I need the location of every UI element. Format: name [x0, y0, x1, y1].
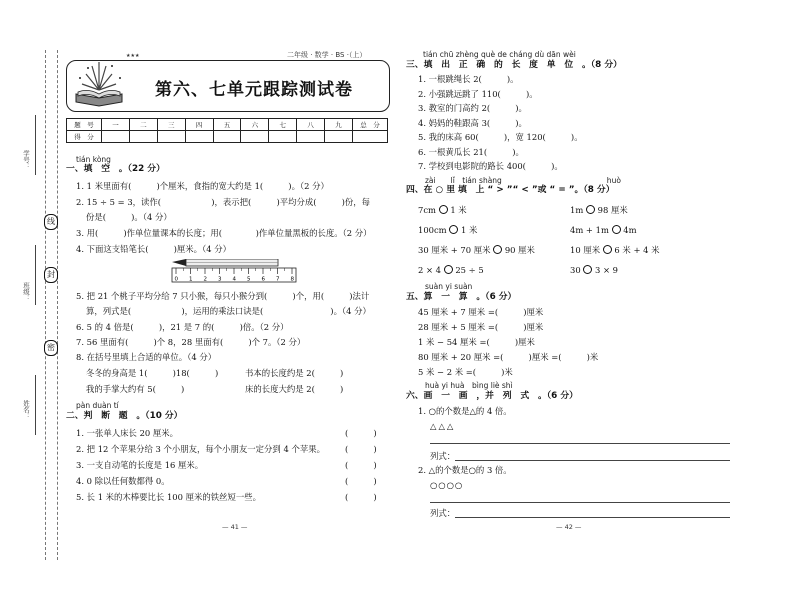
- score-input[interactable]: [325, 131, 353, 143]
- s5-item: 45 厘米 + 7 厘米 =( )厘米: [418, 307, 544, 317]
- page-number-left: — 41 —: [222, 523, 248, 531]
- compare-item: 2 × 4 25 ÷ 5: [418, 265, 484, 275]
- score-row-label: 得 分: [67, 131, 102, 143]
- score-cell: 一: [102, 119, 130, 131]
- score-cell: 二: [129, 119, 157, 131]
- s1-q2a: 2. 15 ÷ 5 = 3，读作( )，表示把( )平均分成( )份，每: [76, 197, 371, 207]
- s3-item: 4. 妈妈的鞋跟高 3( )。: [418, 118, 527, 128]
- seal-feng: 封: [44, 267, 58, 283]
- compare-circle[interactable]: [603, 245, 612, 254]
- score-cell: 五: [213, 119, 241, 131]
- name-line: [35, 375, 36, 435]
- score-table: [66, 118, 388, 143]
- grade-tag: 二年级 · 数学 · BS ·（上）: [287, 51, 367, 59]
- s5-item: 80 厘米 + 20 厘米 =( )厘米 =( )米: [418, 352, 599, 362]
- s1-q4: 4. 下面这支铅笔长( )厘米。（4 分）: [76, 244, 231, 254]
- pencil-ruler-figure: [170, 259, 300, 285]
- score-input[interactable]: [353, 131, 388, 143]
- s6-q1: 1. ○的个数是△的 4 倍。: [418, 406, 512, 416]
- s6-pinyin: huà yi huà bìng liè shì: [425, 381, 513, 390]
- s3-item: 5. 我的床高 60( )，宽 120( )。: [418, 132, 583, 142]
- score-input[interactable]: [213, 131, 241, 143]
- s1-q8: 8. 在括号里填上合适的单位。（4 分）: [76, 352, 217, 362]
- formula-label: 列式：: [430, 508, 456, 518]
- s2-item: 2. 把 12 个苹果分给 3 个小朋友，每个小朋友一定分到 4 个苹果。: [76, 444, 325, 454]
- score-input[interactable]: [185, 131, 213, 143]
- s6-q2: 2. △的个数是○的 3 倍。: [418, 465, 512, 475]
- score-input[interactable]: [157, 131, 185, 143]
- compare-item: 1m 98 厘米: [570, 205, 628, 215]
- s1-heading: 一、填 空 。（22 分）: [66, 164, 165, 174]
- s1-q8-item: 我的手掌大约有 5( ): [86, 384, 185, 394]
- judge-answer-box[interactable]: ( ): [345, 428, 377, 438]
- ruler-tick-label: 4: [232, 276, 236, 283]
- s1-q6: 6. 5 的 4 倍是( )，21 是 7 的( )倍。（2 分）: [76, 322, 289, 332]
- s1-pinyin: tián kòng: [76, 155, 111, 164]
- compare-item: 30 厘米 + 70 厘米 90 厘米: [418, 245, 535, 255]
- s5-heading: 五、算 一 算 。（6 分）: [406, 292, 517, 302]
- score-cell: 七: [269, 119, 297, 131]
- s5-pinyin: suàn yi suàn: [425, 282, 473, 291]
- score-input[interactable]: [129, 131, 157, 143]
- binding-line-right: [57, 50, 58, 560]
- seal-xian: 线: [44, 214, 58, 230]
- score-cell: 九: [325, 119, 353, 131]
- ruler-tick-label: 0: [174, 276, 178, 283]
- ruler-tick-label: 2: [203, 276, 207, 283]
- compare-circle[interactable]: [612, 225, 621, 234]
- compare-item: 4m + 1m 4m: [570, 225, 637, 235]
- score-input[interactable]: [297, 131, 325, 143]
- compare-circle[interactable]: [439, 205, 448, 214]
- stars: ★★★: [126, 53, 140, 59]
- score-cell: 六: [241, 119, 269, 131]
- ruler-tick-label: 5: [247, 276, 251, 283]
- compare-circle[interactable]: [583, 265, 592, 274]
- s1-q5a: 5. 把 21 个桃子平均分给 7 只小猴，每只小猴分到( )个，用( )法计: [76, 291, 370, 301]
- judge-answer-box[interactable]: ( ): [345, 492, 377, 502]
- page-title: 第六、七单元跟踪测试卷: [155, 80, 353, 100]
- s5-item: 1 米 − 54 厘米 =( )厘米: [418, 337, 535, 347]
- ruler-tick-label: 7: [276, 276, 280, 283]
- s1-q1: 1. 1 米里面有( )个厘米，食指的宽大约是 1( )。（2 分）: [76, 181, 329, 191]
- formula-line[interactable]: [455, 517, 730, 518]
- score-input[interactable]: [241, 131, 269, 143]
- s5-item: 28 厘米 + 5 厘米 =( )厘米: [418, 322, 544, 332]
- seal-mi: 密: [44, 340, 58, 356]
- compare-circle[interactable]: [493, 245, 502, 254]
- s2-item: 5. 长 1 米的木棒要比长 100 厘米的铁丝短一些。: [76, 492, 261, 502]
- s2-item: 3. 一支自动笔的长度是 16 厘米。: [76, 460, 204, 470]
- compare-circle[interactable]: [449, 225, 458, 234]
- student-id-line: [35, 115, 36, 175]
- s3-item: 1. 一根跳绳长 2( )。: [418, 74, 519, 84]
- draw-line[interactable]: [430, 502, 730, 503]
- score-cell: 三: [157, 119, 185, 131]
- page-number-right: — 42 —: [556, 523, 582, 531]
- s1-q2b: 份是( )。（4 分）: [86, 212, 172, 222]
- score-input[interactable]: [269, 131, 297, 143]
- judge-answer-box[interactable]: ( ): [345, 476, 377, 486]
- compare-circle[interactable]: [444, 265, 453, 274]
- s4-heading: 四、在 ○ 里 填 上 “ > ”“ < ”或 “ = ”。（8 分）: [406, 185, 615, 195]
- compare-item: 100cm 1 米: [418, 225, 478, 235]
- s4-pinyin: zài lǐ tián shàng huò: [425, 176, 621, 185]
- circle-shapes: ○○○○: [430, 480, 464, 490]
- s2-pinyin: pàn duàn tí: [76, 401, 119, 410]
- judge-answer-box[interactable]: ( ): [345, 444, 377, 454]
- s6-heading: 六、画 一 画 ，并 列 式 。（6 分）: [406, 391, 578, 401]
- score-cell: 四: [185, 119, 213, 131]
- draw-line[interactable]: [430, 443, 730, 444]
- s3-item: 6. 一根黄瓜长 21( )。: [418, 147, 524, 157]
- compare-item: 10 厘米 6 米 + 4 米: [570, 245, 660, 255]
- score-cell: 八: [297, 119, 325, 131]
- class-line: [35, 245, 36, 305]
- s5-item: 5 米 − 2 米 =( )米: [418, 367, 513, 377]
- s1-q7: 7. 56 里面有( )个 8，28 里面有( )个 7。（2 分）: [76, 337, 306, 347]
- s1-q3: 3. 用( )作单位量课本的长度；用( )作单位量黑板的长度。（2 分）: [76, 228, 372, 238]
- s1-q5b: 算，列式是( )，运用的乘法口诀是( )。（4 分）: [86, 306, 371, 316]
- ruler-tick-label: 8: [290, 276, 294, 283]
- ruler-tick-label: 6: [261, 276, 265, 283]
- ruler-tick-label: 1: [189, 276, 193, 283]
- s3-pinyin: tián chū zhèng què de cháng dù dān wèi: [423, 50, 576, 59]
- compare-item: 30 3 × 9: [570, 265, 619, 275]
- s3-item: 3. 教室的门高约 2( )。: [418, 103, 527, 113]
- judge-answer-box[interactable]: ( ): [345, 460, 377, 470]
- s2-item: 4. 0 除以任何数都得 0。: [76, 476, 170, 486]
- formula-line[interactable]: [455, 460, 730, 461]
- s2-heading: 二、判 断 题 。（10 分）: [66, 411, 183, 421]
- score-input[interactable]: [102, 131, 130, 143]
- s3-heading: 三、填 出 正 确 的 长 度 单 位 。（8 分）: [406, 60, 622, 70]
- class-label: 班级：: [22, 282, 30, 302]
- ruler-tick-label: 3: [218, 276, 222, 283]
- s1-q8-item: 冬冬的身高是 1( )18( ): [86, 368, 219, 378]
- triangle-shapes: △△△: [430, 421, 456, 431]
- score-cell: 总 分: [353, 119, 388, 131]
- binding-line: [45, 50, 46, 560]
- book-illustration: [68, 60, 130, 108]
- formula-label: 列式：: [430, 451, 456, 461]
- name-label: 姓名：: [22, 400, 30, 420]
- s1-q8-item: 书本的长度约是 2( ): [245, 368, 344, 378]
- s2-item: 1. 一张单人床长 20 厘米。: [76, 428, 179, 438]
- compare-circle[interactable]: [586, 205, 595, 214]
- score-cell: 题 号: [67, 119, 102, 131]
- s3-item: 7. 学校到电影院的路长 400( )。: [418, 161, 563, 171]
- s1-q8-item: 床的长度大约是 2( ): [245, 384, 344, 394]
- student-id-label: 学号：: [22, 150, 30, 170]
- compare-item: 7cm 1 米: [418, 205, 467, 215]
- s3-item: 2. 小强跳远跳了 110( )。: [418, 89, 538, 99]
